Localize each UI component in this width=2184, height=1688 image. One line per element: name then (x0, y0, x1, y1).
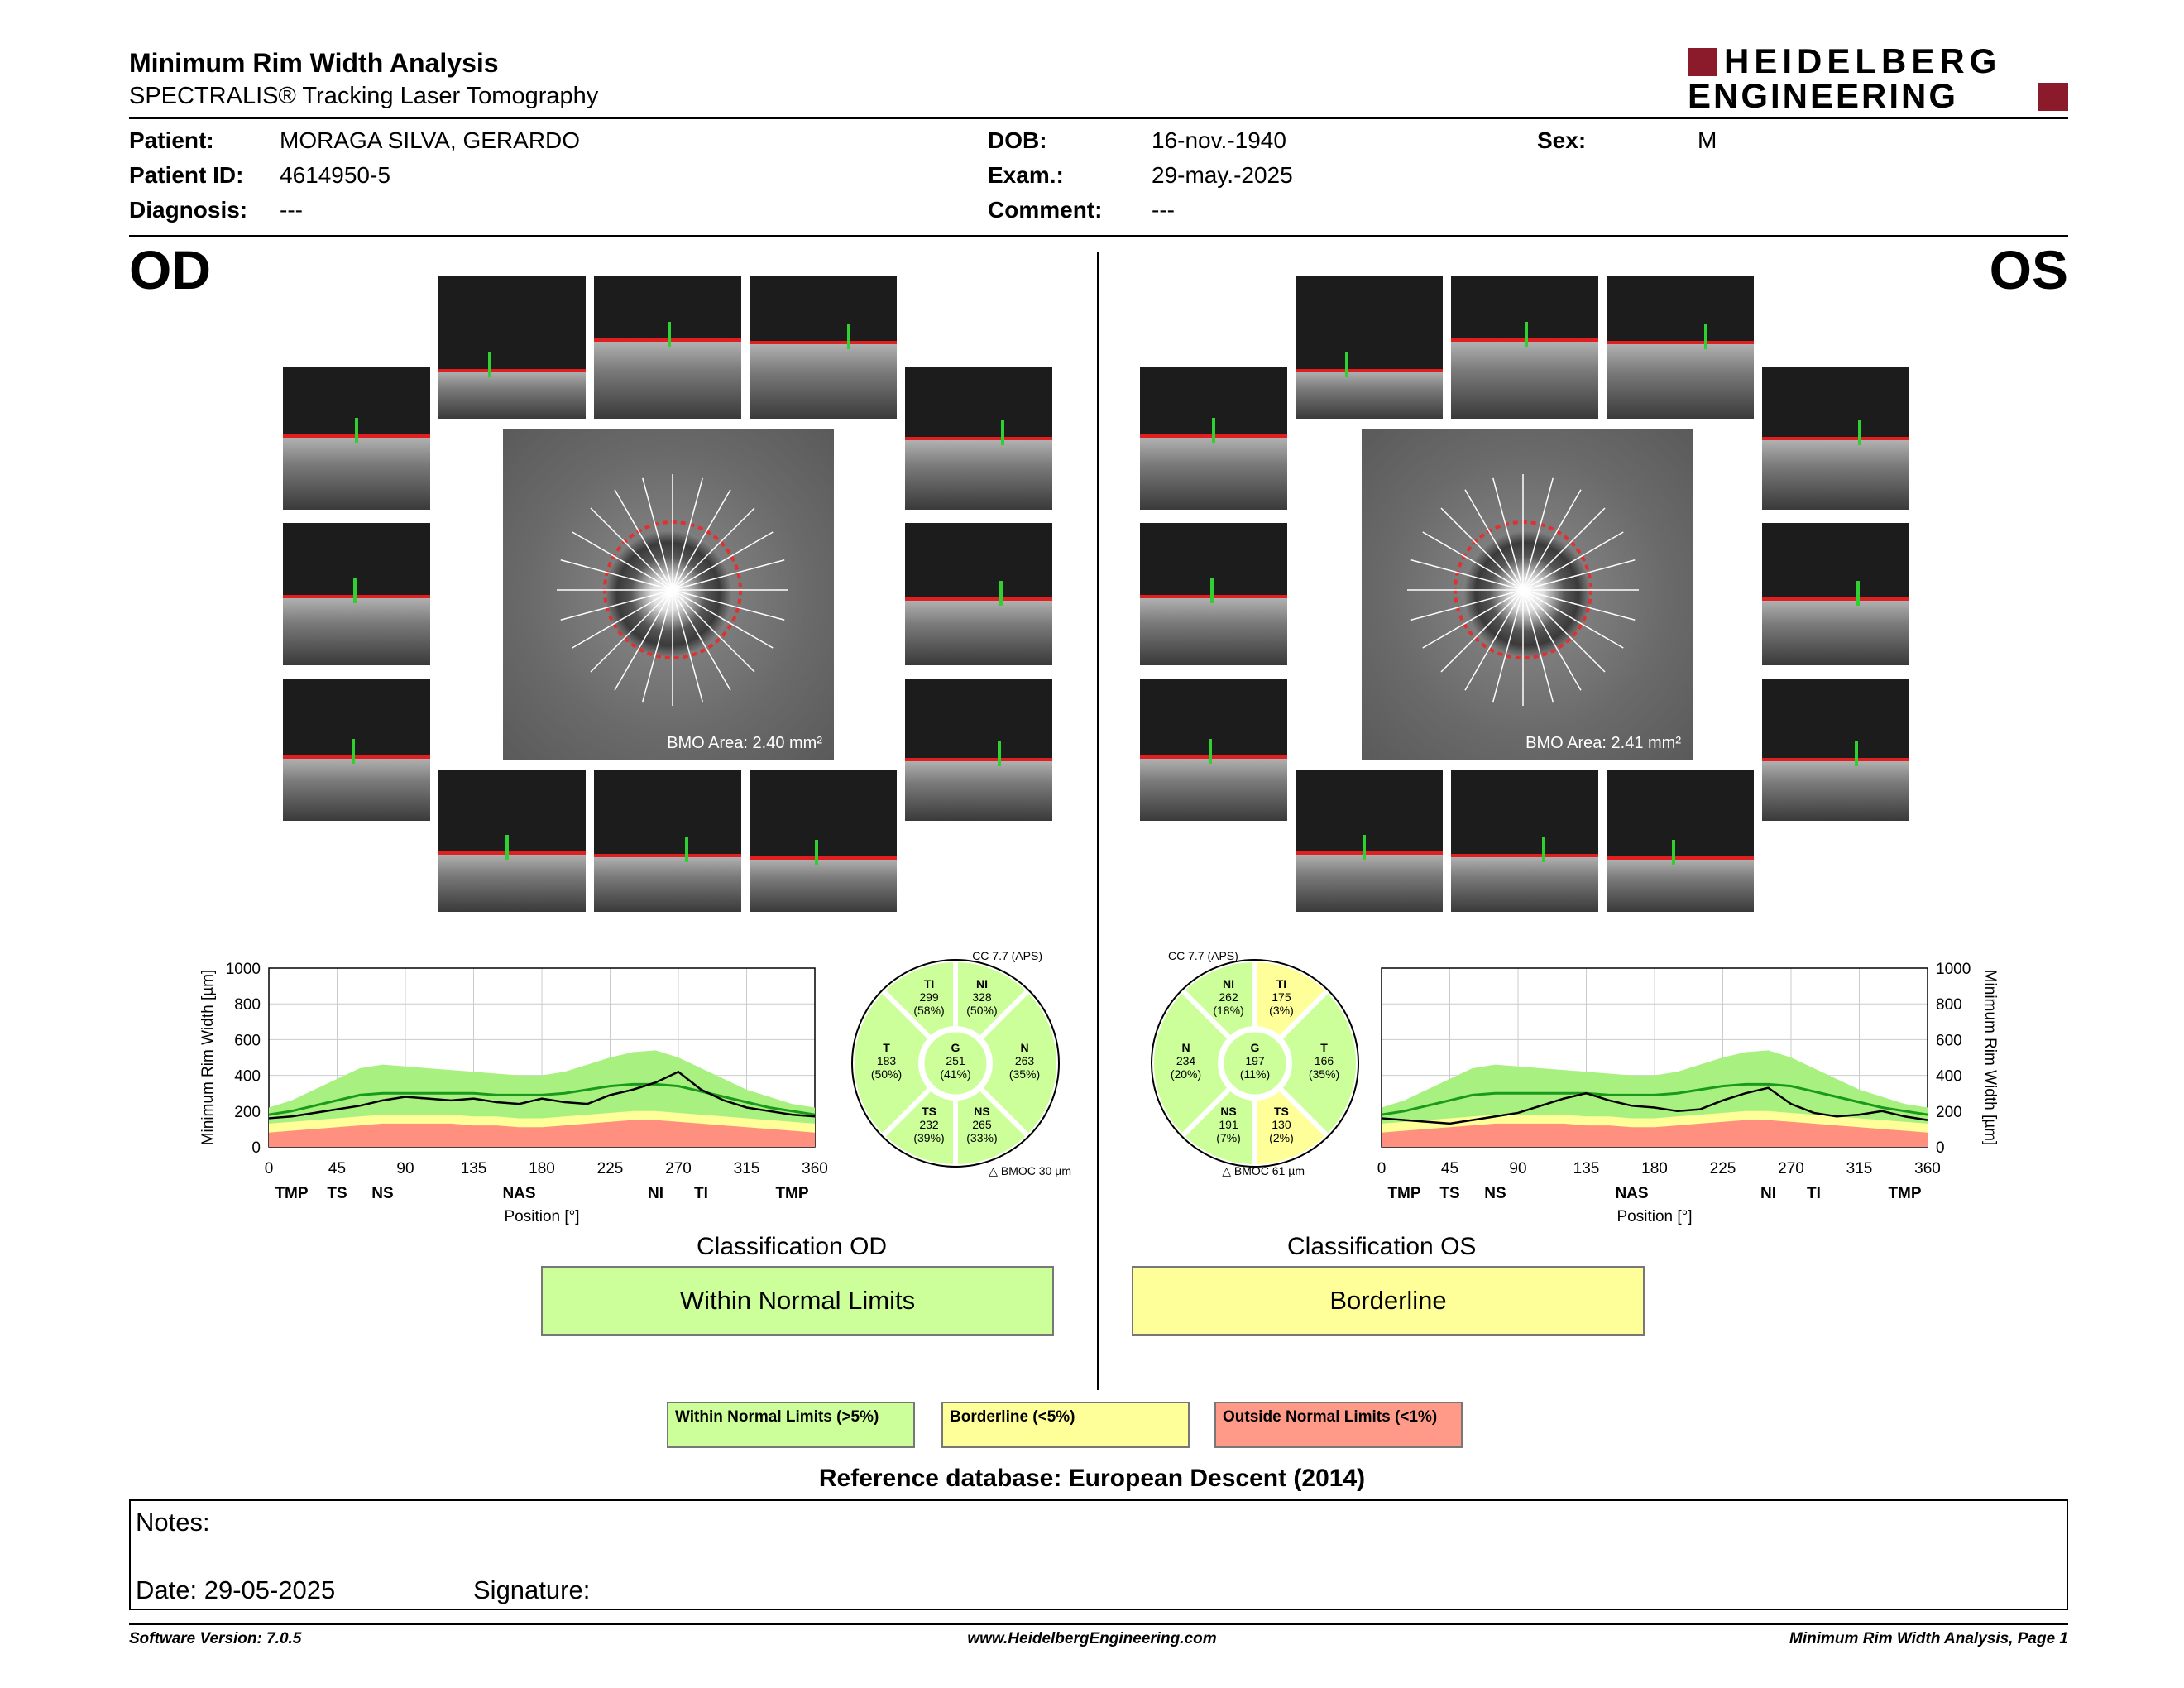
oct-tissue-layer (283, 755, 430, 821)
oct-scan-thumbnail (594, 770, 741, 912)
x-tick-label: 135 (460, 1160, 487, 1177)
os-classification-box: Borderline (1132, 1266, 1645, 1336)
sector-text: N (1020, 1041, 1029, 1054)
sector-text: TS (1274, 1105, 1289, 1119)
sector-text: 251 (946, 1054, 965, 1067)
sector-text: 130 (1272, 1118, 1291, 1132)
sector-text: (35%) (1008, 1067, 1041, 1081)
y-axis-label: Minimum Rim Width [µm] (199, 969, 217, 1146)
software-version: Software Version: 7.0.5 (129, 1630, 302, 1647)
x-tick-label: 225 (596, 1160, 624, 1177)
mrw-marker (1525, 322, 1528, 347)
mrw-marker (355, 418, 358, 443)
oct-tissue-layer (594, 338, 741, 419)
cc-label: CC 7.7 (APS) (972, 949, 1042, 962)
legend-normal: Within Normal Limits (>5%) (667, 1402, 915, 1448)
oct-scan-thumbnail (1762, 679, 1909, 821)
oct-scan-thumbnail (1607, 276, 1754, 419)
legend-outside: Outside Normal Limits (<1%) (1214, 1402, 1463, 1448)
oct-scan-thumbnail (1762, 367, 1909, 510)
y-tick-label: 1000 (225, 961, 261, 978)
oct-tissue-layer (1607, 856, 1754, 912)
sector-text: T (883, 1041, 890, 1054)
center-divider (1097, 252, 1099, 1390)
mrw-marker (488, 352, 491, 377)
mrw-marker (1209, 739, 1212, 764)
sector-text: (39%) (913, 1131, 945, 1145)
mrw-marker (353, 578, 357, 603)
mrw-marker (352, 739, 355, 764)
oct-scan-thumbnail (1140, 523, 1287, 665)
sector-text: TI (1276, 976, 1287, 990)
od-fundus-image (503, 429, 834, 760)
patient-name: MORAGA SILVA, GERARDO (280, 127, 581, 153)
sector-label: TMP (275, 1185, 309, 1202)
mrw-marker (847, 324, 850, 349)
y-tick-label: 400 (1936, 1067, 1962, 1086)
x-axis-label: Position [°] (1616, 1208, 1693, 1225)
sector-text: (7%) (1216, 1131, 1241, 1145)
oct-tissue-layer (594, 854, 741, 912)
y-tick-label: 800 (234, 996, 261, 1014)
y-tick-label: 1000 (1936, 961, 1971, 978)
exam-value: 29-may.-2025 (1152, 162, 1293, 188)
os-bmo-area: BMO Area: 2.41 mm² (1525, 734, 1681, 752)
cc-label: CC 7.7 (APS) (1168, 949, 1238, 962)
y-tick-label: 800 (1936, 996, 1962, 1014)
oct-tissue-layer (905, 437, 1052, 510)
mrw-marker (1542, 837, 1545, 862)
page-info: Minimum Rim Width Analysis, Page 1 (1789, 1630, 2068, 1647)
mrw-marker (1704, 324, 1707, 349)
mrw-marker (1001, 420, 1004, 445)
sector-text: NI (975, 976, 988, 990)
sector-text: 265 (972, 1118, 992, 1132)
od-classification-title: Classification OD (697, 1233, 888, 1260)
oct-tissue-layer (750, 341, 897, 419)
sector-label: NI (1760, 1185, 1776, 1202)
x-tick-label: 0 (1377, 1160, 1387, 1177)
y-axis-label: Minimum Rim Width [µm] (1981, 969, 1999, 1146)
od-classification-box: Within Normal Limits (541, 1266, 1054, 1336)
sector-label: TI (694, 1185, 708, 1202)
x-tick-label: 0 (264, 1160, 274, 1177)
x-tick-label: 315 (1846, 1160, 1873, 1177)
mrw-marker (1855, 741, 1858, 766)
sector-text: NS (1220, 1105, 1237, 1119)
oct-scan-thumbnail (905, 367, 1052, 510)
patient-id-label: Patient ID: (129, 162, 244, 188)
comment-value: --- (1152, 197, 1175, 223)
oct-tissue-layer (438, 851, 586, 912)
x-tick-label: 45 (328, 1160, 347, 1177)
sector-text: (50%) (870, 1067, 903, 1081)
x-tick-label: 90 (1509, 1160, 1527, 1177)
sector-label: TMP (1888, 1185, 1922, 1202)
sector-text: T (1320, 1041, 1328, 1054)
oct-tissue-layer (283, 434, 430, 510)
sector-label: NI (648, 1185, 663, 1202)
sector-label: TS (1439, 1185, 1460, 1202)
sector-text: TI (923, 976, 935, 990)
logo-line2: ENGINEERING (1688, 76, 1959, 115)
oct-scan-thumbnail (1296, 770, 1443, 912)
oct-scan-thumbnail (1762, 523, 1909, 665)
oct-scan-thumbnail (905, 679, 1052, 821)
x-tick-label: 45 (1440, 1160, 1459, 1177)
sector-text: (20%) (1170, 1067, 1202, 1081)
legend-borderline: Borderline (<5%) (941, 1402, 1190, 1448)
sector-text: (33%) (966, 1131, 998, 1145)
os-fundus-overlay (1362, 429, 1693, 760)
oct-tissue-layer (1296, 369, 1443, 419)
oct-scan-thumbnail (1296, 276, 1443, 419)
x-tick-label: 135 (1573, 1160, 1600, 1177)
os-sector-chart (1135, 943, 1375, 1183)
sector-text: (58%) (913, 1003, 945, 1017)
mrw-marker (1856, 581, 1860, 606)
sector-text: 262 (1219, 990, 1238, 1004)
notes-box (129, 1499, 2068, 1610)
os-mrw-chart (1365, 952, 2010, 1233)
oct-tissue-layer (438, 369, 586, 419)
oct-scan-thumbnail (750, 770, 897, 912)
sector-text: (18%) (1213, 1003, 1244, 1017)
mrw-marker (668, 322, 671, 347)
notes-label: Notes: (136, 1508, 210, 1537)
od-mrw-chart (190, 952, 836, 1233)
od-sector-chart (836, 943, 1075, 1183)
sector-text: 234 (1176, 1054, 1196, 1067)
sector-text: 232 (919, 1118, 939, 1132)
oct-scan-thumbnail (438, 770, 586, 912)
oct-tissue-layer (750, 856, 897, 912)
oct-scan-thumbnail (1451, 276, 1598, 419)
oct-tissue-layer (1296, 851, 1443, 912)
x-tick-label: 270 (1778, 1160, 1804, 1177)
exam-label: Exam.: (988, 162, 1064, 188)
x-tick-label: 270 (665, 1160, 692, 1177)
sector-text: 191 (1219, 1118, 1238, 1132)
sector-label: NAS (502, 1185, 536, 1202)
oct-scan-thumbnail (750, 276, 897, 419)
sector-text: 197 (1245, 1054, 1265, 1067)
signature-label: Signature: (473, 1575, 591, 1604)
y-tick-label: 400 (234, 1067, 261, 1086)
x-tick-label: 360 (802, 1160, 828, 1177)
sector-text: (35%) (1308, 1067, 1340, 1081)
dob-label: DOB: (988, 127, 1047, 153)
y-tick-label: 200 (1936, 1103, 1962, 1121)
oct-tissue-layer (1451, 338, 1598, 419)
oct-scan-thumbnail (1451, 770, 1598, 912)
mrw-marker (1345, 352, 1348, 377)
oct-tissue-layer (1607, 341, 1754, 419)
reference-database: Reference database: European Descent (2014) (818, 1465, 1366, 1492)
sector-text: TS (922, 1105, 936, 1119)
mrw-marker (1363, 835, 1366, 860)
oct-tissue-layer (1140, 595, 1287, 665)
oct-scan-thumbnail (1140, 367, 1287, 510)
diagnosis-label: Diagnosis: (129, 197, 248, 223)
oct-scan-thumbnail (905, 523, 1052, 665)
mrw-marker (998, 741, 1001, 766)
heidelberg-logo (1688, 41, 2068, 116)
mrw-marker (999, 581, 1003, 606)
oct-tissue-layer (1140, 755, 1287, 821)
mrw-marker (815, 840, 818, 865)
x-tick-label: 180 (1641, 1160, 1668, 1177)
sector-text: 183 (876, 1054, 897, 1067)
os-fundus-image (1362, 429, 1693, 760)
x-axis-label: Position [°] (504, 1208, 580, 1225)
sector-text: G (951, 1041, 960, 1054)
od-fundus-overlay (503, 429, 834, 760)
mrw-marker (1212, 418, 1215, 443)
sector-text: (50%) (966, 1003, 998, 1017)
sector-text: 166 (1314, 1054, 1334, 1067)
dob-value: 16-nov.-1940 (1152, 127, 1286, 153)
y-tick-label: 600 (234, 1032, 261, 1050)
sex-value: M (1698, 127, 1717, 153)
sector-text: G (1250, 1041, 1260, 1054)
oct-tissue-layer (283, 595, 430, 665)
mrw-marker (685, 837, 688, 862)
sector-text: (41%) (940, 1067, 971, 1081)
logo-line1: HEIDELBERG (1724, 41, 2002, 80)
comment-label: Comment: (988, 197, 1103, 223)
y-tick-label: 200 (234, 1103, 261, 1121)
sector-label: TI (1807, 1185, 1821, 1202)
patient-label: Patient: (129, 127, 214, 153)
sector-text: (3%) (1269, 1003, 1294, 1017)
sector-label: TS (327, 1185, 347, 1202)
oct-scan-thumbnail (594, 276, 741, 419)
od-bmo-area: BMO Area: 2.40 mm² (667, 734, 822, 752)
mrw-marker (1210, 578, 1214, 603)
sector-text: 299 (919, 990, 939, 1004)
notes-date: Date: 29-05-2025 (136, 1575, 336, 1604)
diagnosis-value: --- (280, 197, 303, 223)
sector-text: (2%) (1269, 1131, 1294, 1145)
sector-label: NS (371, 1185, 394, 1202)
y-tick-label: 0 (1936, 1139, 1945, 1157)
sector-label: TMP (1387, 1185, 1421, 1202)
oct-tissue-layer (1762, 597, 1909, 665)
website-link[interactable]: www.HeidelbergEngineering.com (967, 1630, 1217, 1647)
oct-tissue-layer (905, 758, 1052, 821)
x-tick-label: 360 (1914, 1160, 1941, 1177)
os-label: OS (1989, 239, 2068, 300)
mrw-marker (505, 835, 509, 860)
oct-scan-thumbnail (1607, 770, 1754, 912)
oct-scan-thumbnail (1140, 679, 1287, 821)
sector-text: (11%) (1239, 1067, 1271, 1081)
oct-tissue-layer (1451, 854, 1598, 912)
sector-text: 263 (1014, 1054, 1035, 1067)
sector-text: NI (1223, 976, 1235, 990)
oct-scan-thumbnail (283, 679, 430, 821)
x-tick-label: 315 (733, 1160, 760, 1177)
sex-label: Sex: (1537, 127, 1587, 153)
sector-label: TMP (775, 1185, 809, 1202)
y-tick-label: 0 (251, 1139, 261, 1157)
mrw-marker (1858, 420, 1861, 445)
x-tick-label: 225 (1709, 1160, 1736, 1177)
x-tick-label: 90 (396, 1160, 414, 1177)
oct-tissue-layer (1140, 434, 1287, 510)
oct-scan-thumbnail (283, 367, 430, 510)
sector-label: NAS (1615, 1185, 1649, 1202)
oct-tissue-layer (1762, 437, 1909, 510)
report-title: Minimum Rim Width Analysis (129, 48, 499, 78)
patient-id: 4614950-5 (280, 162, 390, 188)
report-subtitle: SPECTRALIS® Tracking Laser Tomography (129, 83, 599, 109)
mrw-marker (1672, 840, 1675, 865)
sector-text: 328 (972, 990, 992, 1004)
x-tick-label: 180 (529, 1160, 555, 1177)
oct-tissue-layer (905, 597, 1052, 665)
od-label: OD (129, 239, 211, 300)
y-tick-label: 600 (1936, 1032, 1962, 1050)
sector-label: NS (1484, 1185, 1506, 1202)
oct-scan-thumbnail (438, 276, 586, 419)
oct-scan-thumbnail (283, 523, 430, 665)
os-classification-title: Classification OS (1287, 1233, 1477, 1260)
sector-text: N (1181, 1041, 1190, 1054)
bmoc-label: △ BMOC 30 µm (989, 1164, 1071, 1177)
sector-text: 175 (1272, 990, 1291, 1004)
sector-text: NS (974, 1105, 990, 1119)
bmoc-label: △ BMOC 61 µm (1222, 1164, 1305, 1177)
oct-tissue-layer (1762, 758, 1909, 821)
